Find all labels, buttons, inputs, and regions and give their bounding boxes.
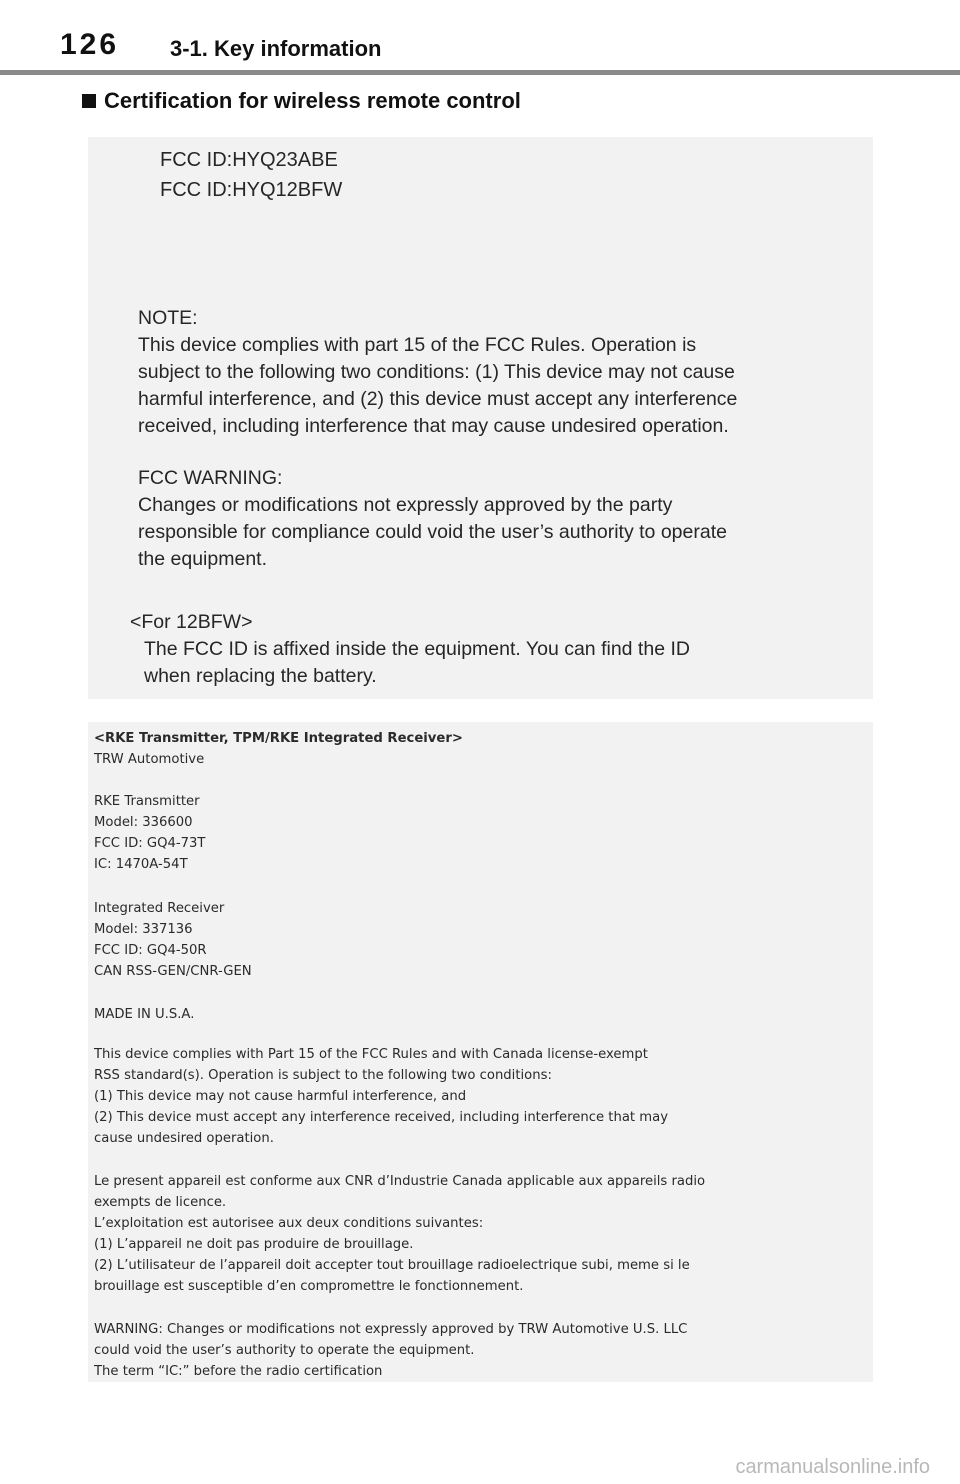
transmitter-line: RKE Transmitter (94, 794, 200, 809)
compliance-line: This device complies with Part 15 of the FCC Rules and with Canada license-exempt (94, 1047, 648, 1062)
warning-line: Changes or modifications not expressly approved by the party (138, 494, 673, 516)
receiver-line: FCC ID: GQ4-50R (94, 943, 207, 958)
warning-line: the equipment. (138, 548, 268, 570)
page-header (0, 0, 960, 76)
compliance-line: (2) This device must accept any interference received, including interference that may (94, 1110, 669, 1125)
french-line: brouillage est susceptible d’en compromettre le fonctionnement. (94, 1279, 524, 1294)
page-number: 126 (60, 28, 120, 61)
section-heading (82, 88, 521, 114)
receiver-line: CAN RSS-GEN/CNR-GEN (94, 964, 252, 979)
header-rule (0, 70, 960, 75)
french-line: (2) L’utilisateur de l’appareil doit accepter tout brouillage radioelectrique subi, meme si le (94, 1258, 690, 1273)
certification-label-image-top (88, 137, 873, 699)
note-line: NOTE: (138, 307, 198, 329)
warning-line: responsible for compliance could void the user’s authority to operate (138, 521, 727, 543)
transmitter-line: Model: 336600 (94, 815, 193, 830)
fcc-note (138, 305, 858, 440)
fcc-id-list (160, 145, 342, 205)
transmitter-line: FCC ID: GQ4-73T (94, 836, 206, 851)
note-line: received, including interference that may cause undesired operation. (138, 415, 729, 437)
warning-line: WARNING: Changes or modifications not expressly approved by TRW Automotive U.S. LLC (94, 1322, 688, 1337)
fcc-id-line: FCC ID:HYQ12BFW (160, 179, 343, 201)
fcc-warning (138, 465, 858, 573)
warning-line: FCC WARNING: (138, 467, 283, 489)
chapter-title: 3-1. Key information (170, 36, 382, 61)
manufacturer-line: TRW Automotive (94, 752, 205, 767)
for-line: The FCC ID is affixed inside the equipment. You can find the ID (144, 638, 690, 660)
warning-line: The term “IC:” before the radio certification (94, 1364, 383, 1379)
for-12bfw-note (130, 609, 860, 690)
receiver-line: Integrated Receiver (94, 901, 225, 916)
compliance-line: (1) This device may not cause harmful interference, and (94, 1089, 467, 1104)
certification-label-image-bottom (88, 722, 873, 1382)
for-line: when replacing the battery. (144, 665, 377, 687)
warning-line: could void the user’s authority to operate the equipment. (94, 1343, 475, 1358)
compliance-line: RSS standard(s). Operation is subject to the following two conditions: (94, 1068, 552, 1083)
transmitter-line: IC: 1470A-54T (94, 857, 188, 872)
french-line: exempts de licence. (94, 1195, 227, 1210)
french-line: (1) L’appareil ne doit pas produire de brouillage. (94, 1237, 414, 1252)
rke-heading: <RKE Transmitter, TPM/RKE Integrated Receiver> (94, 731, 463, 746)
square-bullet-icon (82, 94, 96, 108)
receiver-line: Model: 337136 (94, 922, 193, 937)
for-heading: <For 12BFW> (130, 611, 253, 633)
watermark: carmanualsonline.info (735, 1456, 930, 1478)
origin-line: MADE IN U.S.A. (94, 1007, 195, 1022)
note-line: This device complies with part 15 of the FCC Rules. Operation is (138, 334, 697, 356)
note-line: harmful interference, and (2) this device must accept any interference (138, 388, 738, 410)
section-title-text: Certification for wireless remote control (104, 88, 521, 113)
note-line: subject to the following two conditions: (1) This device may not cause (138, 361, 735, 383)
french-line: L’exploitation est autorisee aux deux conditions suivantes: (94, 1216, 484, 1231)
compliance-line: cause undesired operation. (94, 1131, 274, 1146)
fcc-id-line: FCC ID:HYQ23ABE (160, 149, 338, 171)
french-line: Le present appareil est conforme aux CNR d’Industrie Canada applicable aux appareils radio (94, 1174, 706, 1189)
